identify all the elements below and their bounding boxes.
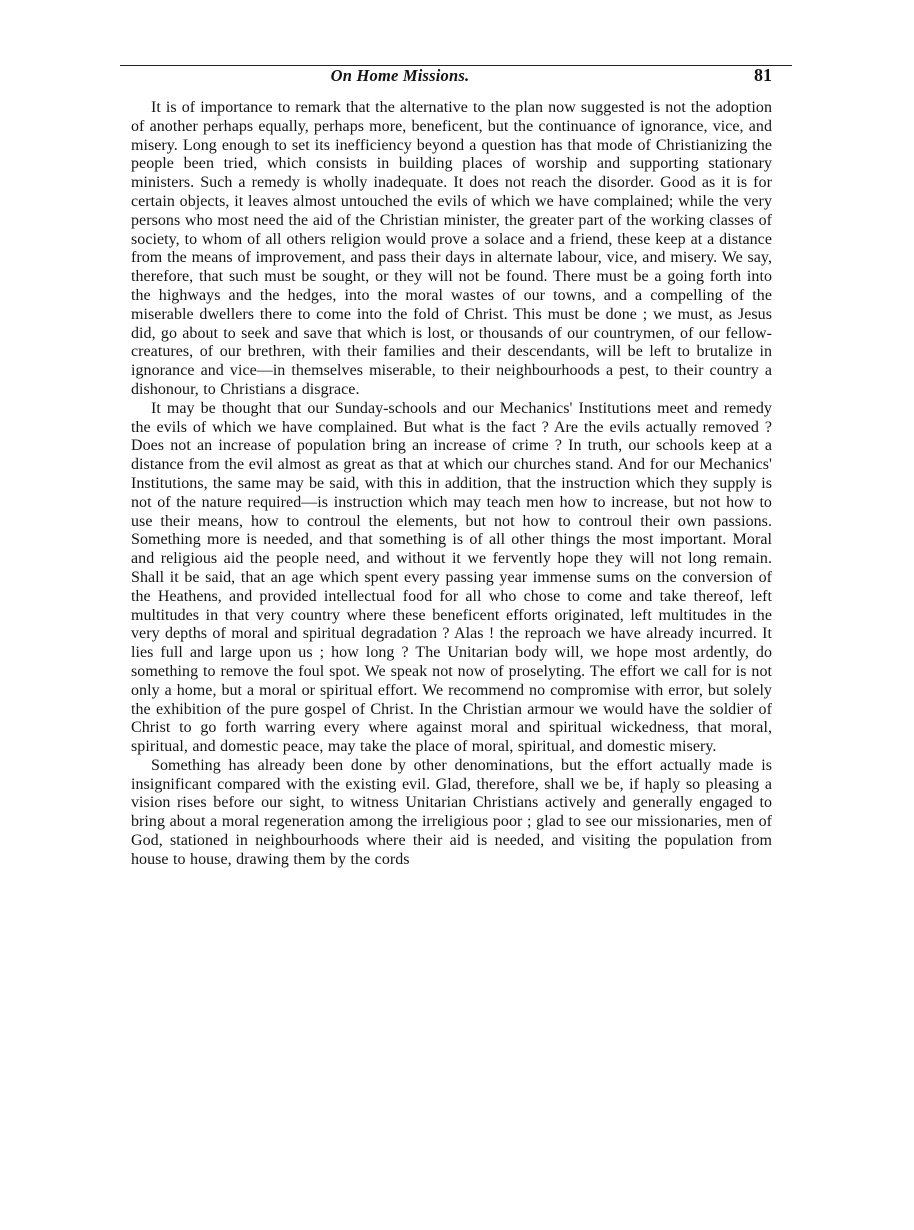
body-text: [131, 99, 772, 870]
running-title: On Home Missions.: [330, 66, 470, 85]
page-number: 81: [754, 65, 772, 85]
paragraph: Something has already been done by other denominations, but the effort actually made is insignificant compared with the existing evil. Glad, therefore, shall we be, if haply so pleasing a vision rises before our sight, to witness Unitarian Christians actively and generally engaged to bring about a moral regeneration among the irreligious poor ; glad to see our missionaries, men of God, stationed in neighbourhoods where their aid is needed, and visiting the population from house to house, drawing them by the cords: [131, 756, 772, 868]
paragraph: It is of importance to remark that the alternative to the plan now suggested is not the adoption of another perhaps equally, perhaps more, beneficent, but the continuance of ignorance, vice, and misery. Long enough to set its inefficiency beyond a question has that mode of Christianizing the people been tried, which consists in building places of worship and supporting stationary ministers. Such a remedy is wholly inadequate. It does not reach the disorder. Good as it is for certain objects, it leaves almost untouched the evils of which we have complained; while the very persons who most need the aid of the Christian minister, the greater part of the working classes of society, to whom of all others religion would prove a solace and a friend, these keep at a distance from the means of improvement, and pass their days in alternate labour, vice, and misery. We say, therefore, that such must be sought, or they will not be found. There must be a going forth into the highways and the hedges, into the moral wastes of our towns, and a compelling of the miserable dwellers there to come into the fold of Christ. This must be done ; we must, as Jesus did, go about to seek and save that which is lost, or thousands of our countrymen, of our fellow-creatures, of our brethren, with their families and their descendants, will be left to brutalize in ignorance and vice—in themselves miserable, to their neighbourhoods a pest, to their country a dishonour, to Christians a disgrace.: [131, 99, 772, 398]
paragraph: It may be thought that our Sunday-schools and our Mechanics' Institutions meet and remedy the evils of which we have complained. But what is the fact ? Are the evils actually removed ? Does not an increase of population bring an increase of crime ? In truth, our schools keep at a distance from the evil almost as great as that at which our churches stand. And for our Mechanics' Institutions, the same may be said, with this in addition, that the instruction which they supply is not of the nature required—is instruction which may teach men how to increase, but not how to use their means, how to controul the elements, but not how to controul their own passions. Something more is needed, and that something is of all other things the most important. Moral and religious aid the people need, and without it we fervently hope they will not long remain. Shall it be said, that an age which spent every passing year immense sums on the conversion of the Heathens, and provided intellectual food for all who chose to come and take thereof, left multitudes in that very country where these beneficent efforts originated, left multitudes in the very depths of moral and spiritual degradation ? Alas ! the reproach we have already incurred. It lies full and large upon us ; how long ? The Unitarian body will, we hope most ardently, do something to remove the foul spot. We speak not now of proselyting. The effort we call for is not only a home, but a moral or spiritual effort. We recommend no compromise with error, but solely the exhibition of the pure gospel of Christ. In the Christian armour we would have the soldier of Christ to go forth warring every where against moral and spiritual wickedness, that moral, spiritual, and domestic peace, may take the place of moral, spiritual, and domestic misery.: [131, 399, 772, 756]
